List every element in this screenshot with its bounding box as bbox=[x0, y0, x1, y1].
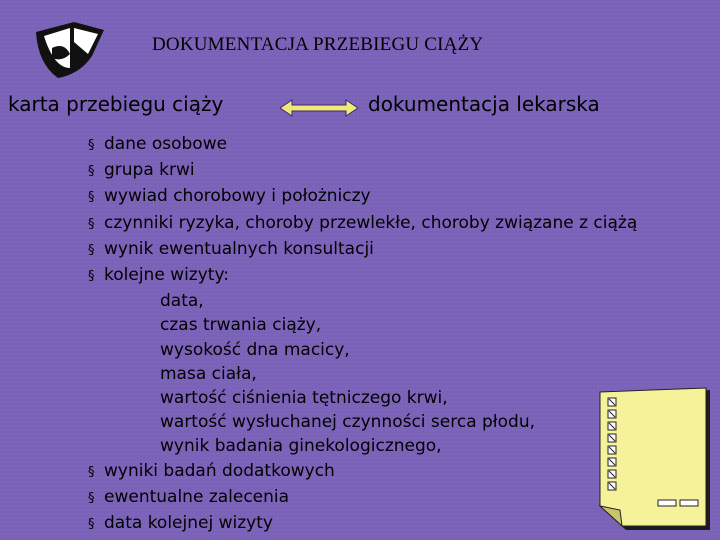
checklist-notepad-icon bbox=[598, 386, 712, 534]
double-arrow-icon bbox=[280, 99, 358, 117]
bullet-icon: § bbox=[88, 242, 95, 258]
list-item: § ewentualne zalecenia bbox=[88, 485, 637, 511]
bullet-icon: § bbox=[88, 190, 95, 206]
sub-list-item: wartość ciśnienia tętniczego krwi, bbox=[160, 388, 448, 409]
header-row bbox=[8, 92, 668, 120]
sub-list-item: wynik badania ginekologicznego, bbox=[160, 436, 442, 457]
medical-shield-logo bbox=[30, 18, 110, 80]
list-item: § data kolejnej wizyty bbox=[88, 511, 637, 537]
list-item: § czynniki ryzyka, choroby przewlekłe, choroby związane z ciążą bbox=[88, 211, 637, 237]
documentation-list bbox=[88, 132, 637, 537]
list-item: § wywiad chorobowy i położniczy bbox=[88, 184, 637, 210]
list-item: § wyniki badań dodatkowych bbox=[88, 459, 637, 485]
sub-list-item: masa ciała, bbox=[160, 363, 257, 384]
page-title: DOKUMENTACJA PRZEBIEGU CIĄŻY bbox=[152, 34, 484, 55]
bullet-icon: § bbox=[88, 517, 95, 533]
list-item: § grupa krwi bbox=[88, 158, 637, 184]
bullet-icon: § bbox=[88, 269, 95, 285]
sub-list-item: czas trwania ciąży, bbox=[160, 315, 322, 336]
list-item: § kolejne wizyty: bbox=[88, 263, 637, 289]
header-left-label: karta przebiegu ciąży bbox=[8, 92, 224, 116]
list-item: § wynik ewentualnych konsultacji bbox=[88, 237, 637, 263]
header-right-label: dokumentacja lekarska bbox=[368, 92, 600, 116]
bullet-icon: § bbox=[88, 490, 95, 506]
sub-list-item: wartość wysłuchanej czynności serca płodu, bbox=[160, 412, 536, 433]
list-item: § dane osobowe bbox=[88, 132, 637, 158]
bullet-icon: § bbox=[88, 138, 95, 153]
bullet-icon: § bbox=[88, 164, 95, 180]
bullet-icon: § bbox=[88, 464, 95, 480]
sub-list-item: data, bbox=[160, 291, 204, 312]
bullet-icon: § bbox=[88, 216, 95, 232]
sub-list-item: wysokość dna macicy, bbox=[160, 339, 350, 360]
